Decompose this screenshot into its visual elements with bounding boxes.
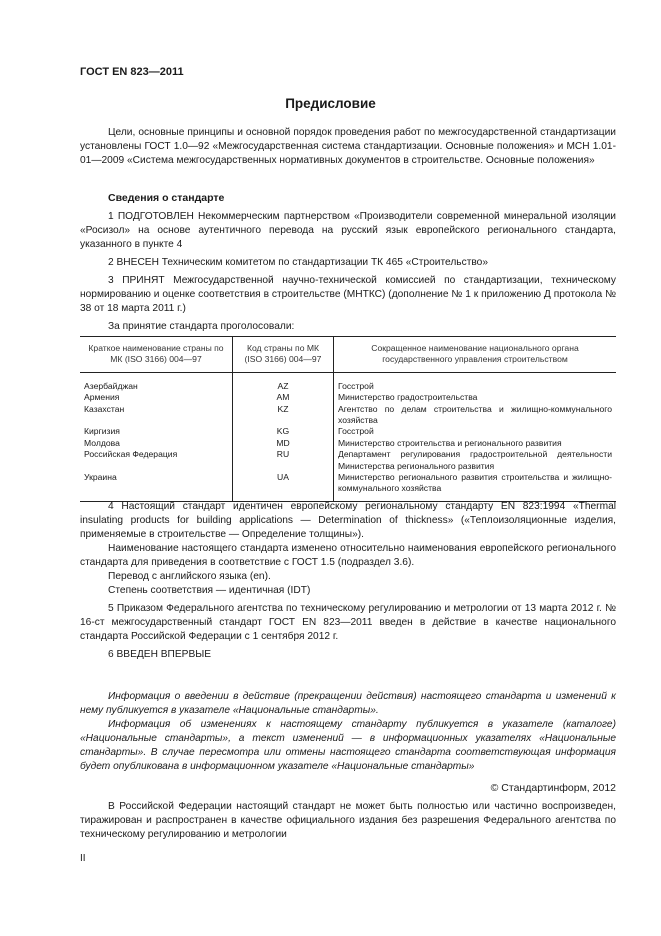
- country-code: UA: [233, 472, 334, 501]
- country-code: AZ: [233, 372, 334, 392]
- voting-countries-table: [80, 336, 616, 502]
- table-row: [80, 426, 616, 437]
- page-title: Предисловие: [285, 96, 376, 111]
- item-prepared: 1 ПОДГОТОВЛЕН Некоммерческим партнерством «Производители современной минеральной изоляции «Росизол» на основе аутентичного перевода на русский язык европейского регионального стандарта, указанного в пункте 4: [80, 211, 616, 250]
- header-country-name: Краткое наименование страны по МК (ISO 3166) 004—97: [80, 337, 233, 373]
- country-code: KG: [233, 426, 334, 437]
- copyright-notice: © Стандартинформ, 2012: [490, 782, 616, 794]
- standard-info-continued: [80, 500, 616, 662]
- item-adopted: 3 ПРИНЯТ Межгосударственной научно-технической комиссией по стандартизации, техническому нормированию и оценке соответствия в строительстве (МНТКС) (дополнение № 1 к приложению Д протокола № 38 от 18 марта 2011 г.): [80, 275, 616, 314]
- table-header-row: [80, 337, 616, 373]
- authority-name: Министерство строительства и регионального развития: [334, 438, 617, 449]
- country-code: RU: [233, 449, 334, 472]
- page-number: II: [80, 853, 86, 864]
- header-country-code: Код страны по МК (ISO 3166) 004—97: [233, 337, 334, 373]
- intro-text: Цели, основные принципы и основной порядок проведения работ по межгосударственной стандартизации установлены ГОСТ 1.0—92 «Межгосударственная система стандартизации. Основные положения» и МСН 1.01-01—2009 «Система межгосударственных нормативных документов в строительстве. Основные положения»: [80, 127, 616, 166]
- header-authority: Сокращенное наименование национального органа государственного управления строительством: [334, 337, 617, 373]
- notice-changes: Информация об изменениях к настоящему стандарту публикуется в указателе (каталоге) «Национальные стандарты», а текст изменений — в информационных указателях «Национальные стандарты». В случае пересмотра или отмены настоящего стандарта соответствующая информация будет опубликована в информационном указателе «Национальные стандарты»: [80, 719, 616, 772]
- country-name: Киргизия: [84, 426, 120, 437]
- notice-section: [80, 690, 616, 774]
- authority-name: Департамент регулирования градостроительной деятельности Министерства регионального развития: [334, 449, 617, 472]
- notice-introduction: Информация о введении в действие (прекращении действия) настоящего стандарта и изменений к нему публикуется в указателе «Национальные стандарты».: [80, 691, 616, 716]
- table-row: [80, 449, 616, 472]
- item-order: 5 Приказом Федерального агентства по техническому регулированию и метрологии от 13 марта 2012 г. № 16-ст межгосударственный стандарт ГОСТ EN 823—2011 введен в действие в качестве национального стандарта Российской Федерации с 1 сентября 2012 г.: [80, 603, 616, 642]
- authority-name: Госстрой: [334, 426, 617, 437]
- rights-text: В Российской Федерации настоящий стандарт не может быть полностью или частично воспроизведен, тиражирован и распространен в качестве официального издания без разрешения Федерального агентства по техническому регулированию и метрологии: [80, 801, 616, 840]
- country-name: Российская Федерация: [84, 449, 178, 460]
- rights-notice: [80, 800, 616, 842]
- country-name: Казахстан: [84, 403, 125, 414]
- item-name-changed: Наименование настоящего стандарта изменено относительно наименования европейского регионального стандарта для приведения в соответствие с ГОСТ 1.5 (подраздел 3.6).: [80, 543, 616, 568]
- authority-name: Агентство по делам строительства и жилищно-коммунального хозяйства: [334, 404, 617, 427]
- item-introduced: 6 ВВЕДЕН ВПЕРВЫЕ: [108, 649, 212, 660]
- item-identical: 4 Настоящий стандарт идентичен европейскому региональному стандарту EN 823:1994 «Thermal insulating products for building applications — Determination of thickness» («Теплоизоляционные изделия, применяемые в строительстве — Определение толщины»).: [80, 501, 616, 540]
- item-compliance: Степень соответствия — идентичная (IDT): [108, 585, 311, 596]
- authority-name: Госстрой: [334, 372, 617, 392]
- country-code: KZ: [233, 404, 334, 427]
- table-row: [80, 372, 616, 392]
- authority-name: Министерство регионального развития строительства и жилищно-коммунального хозяйства: [334, 472, 617, 501]
- standard-info-section: [80, 210, 616, 334]
- country-name: Украина: [80, 472, 233, 501]
- item-translation: Перевод с английского языка (en).: [108, 571, 271, 582]
- country-name: Азербайджан: [84, 380, 138, 391]
- item-submitted: 2 ВНЕСЕН Техническим комитетом по стандартизации ТК 465 «Строительство»: [108, 257, 488, 268]
- country-code: MD: [233, 438, 334, 449]
- table-row: [80, 472, 616, 501]
- table-row: [80, 392, 616, 403]
- info-heading: Сведения о стандарте: [108, 192, 225, 204]
- intro-paragraph: [80, 126, 616, 168]
- authority-name: Министерство градостроительства: [334, 392, 617, 403]
- document-code: ГОСТ EN 823—2011: [80, 66, 184, 78]
- country-name: Армения: [84, 392, 120, 403]
- table-row: [80, 404, 616, 427]
- country-name: Молдова: [84, 437, 120, 448]
- vote-caption: За принятие стандарта проголосовали:: [108, 321, 295, 332]
- country-code: AM: [233, 392, 334, 403]
- table-row: [80, 438, 616, 449]
